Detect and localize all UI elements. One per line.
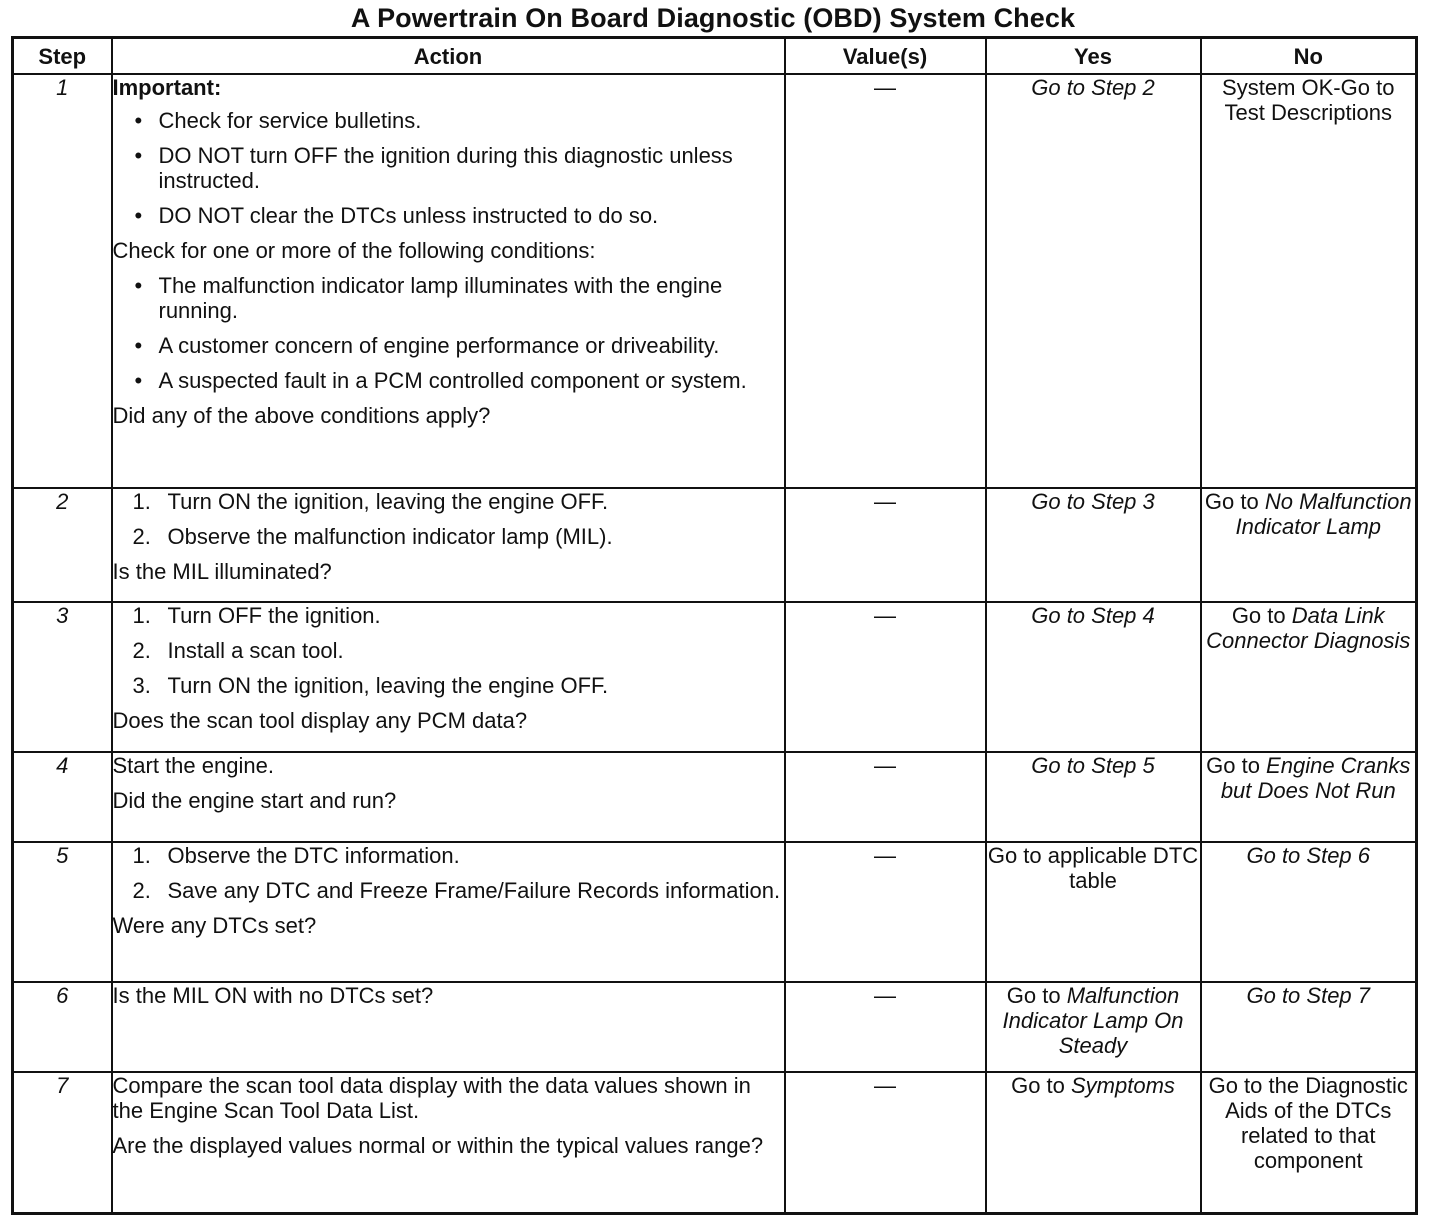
step-number: 7 [13, 1072, 112, 1213]
value-cell: — [785, 488, 986, 602]
question-text: Were any DTCs set? [112, 913, 317, 938]
table-row [13, 602, 1417, 752]
yes-cell: Go to Step 4 [986, 602, 1201, 752]
no-cell [1201, 488, 1417, 602]
item-number: 1. [132, 843, 151, 868]
header-yes: Yes [986, 38, 1201, 75]
step-number: 4 [13, 752, 112, 842]
no-cell: System OK-Go to Test Descriptions [1201, 74, 1417, 488]
document [11, 0, 1415, 1215]
item-text: Install a scan tool. [167, 638, 344, 663]
item-text: Turn ON the ignition, leaving the engine OFF. [167, 673, 609, 698]
value-cell: — [785, 602, 986, 752]
header-no: No [1201, 38, 1417, 75]
bullet-item: • A customer concern of engine performance or driveability. [113, 333, 784, 358]
no-prefix: Go to [1204, 489, 1265, 514]
no-cell [1201, 602, 1417, 752]
question-text: Is the MIL ON with no DTCs set? [112, 983, 434, 1008]
no-cell [1201, 752, 1417, 842]
question-text: Does the scan tool display any PCM data? [112, 708, 528, 733]
action-text: Start the engine. [112, 753, 274, 778]
numbered-item [113, 638, 784, 663]
numbered-item [113, 489, 784, 514]
item-number: 3. [132, 673, 151, 698]
bullet-item: • The malfunction indicator lamp illuminates with the engine running. [113, 273, 784, 323]
no-reference: Data Link Connector Diagnosis [1206, 603, 1411, 653]
yes-reference: Malfunction Indicator Lamp On Steady [1002, 983, 1184, 1058]
document-title: A Powertrain On Board Diagnostic (OBD) System Check [350, 3, 1076, 33]
item-number: 1. [132, 603, 151, 628]
numbered-item [113, 673, 784, 698]
value-cell: — [785, 842, 986, 982]
item-text: Save any DTC and Freeze Frame/Failure Records information. [167, 878, 781, 903]
question-text: Did the engine start and run? [112, 788, 397, 813]
check-intro: Check for one or more of the following conditions: [112, 238, 596, 263]
yes-prefix: Go to [1006, 983, 1067, 1008]
action-cell [112, 982, 785, 1072]
no-cell: Go to Step 6 [1201, 842, 1417, 982]
item-number: 2. [132, 638, 151, 663]
yes-cell [986, 1072, 1201, 1213]
table-row [13, 982, 1417, 1072]
no-cell: Go to the Diagnostic Aids of the DTCs related to that component [1201, 1072, 1417, 1213]
numbered-item [113, 878, 784, 903]
yes-cell: Go to applicable DTC table [986, 842, 1201, 982]
no-reference: Engine Cranks but Does Not Run [1220, 753, 1411, 803]
yes-reference: Symptoms [1071, 1073, 1175, 1098]
step-number: 5 [13, 842, 112, 982]
table-row [13, 1072, 1417, 1213]
action-cell [112, 74, 785, 488]
action-cell [112, 842, 785, 982]
numbered-item [113, 843, 784, 868]
question-text: Are the displayed values normal or within the typical values range? [112, 1133, 764, 1158]
value-cell: — [785, 1072, 986, 1213]
no-prefix: Go to [1206, 753, 1267, 778]
header-step: Step [13, 38, 112, 75]
bullet-item: • DO NOT turn OFF the ignition during this diagnostic unless instructed. [113, 143, 784, 193]
item-text: Observe the malfunction indicator lamp (MIL). [167, 524, 613, 549]
yes-cell: Go to Step 3 [986, 488, 1201, 602]
table-row [13, 488, 1417, 602]
numbered-item [113, 524, 784, 549]
header-values: Value(s) [785, 38, 986, 75]
table-row [13, 74, 1417, 488]
numbered-item [113, 603, 784, 628]
item-number: 1. [132, 489, 151, 514]
question-text: Did any of the above conditions apply? [112, 403, 491, 428]
value-cell: — [785, 74, 986, 488]
table-row [13, 842, 1417, 982]
step-number: 1 [13, 74, 112, 488]
bullet-item: • A suspected fault in a PCM controlled component or system. [113, 368, 784, 393]
no-reference: No Malfunction Indicator Lamp [1235, 489, 1412, 539]
item-text: Turn OFF the ignition. [167, 603, 381, 628]
yes-prefix: Go to [1011, 1073, 1071, 1098]
step-number: 3 [13, 602, 112, 752]
bullet-item: • Check for service bulletins. [113, 108, 784, 133]
action-text: Compare the scan tool data display with the data values shown in the Engine Scan Tool Data List. [112, 1073, 751, 1123]
step-number: 2 [13, 488, 112, 602]
item-number: 2. [132, 524, 151, 549]
table-header-row [13, 38, 1417, 75]
yes-cell: Go to Step 5 [986, 752, 1201, 842]
header-action: Action [112, 38, 785, 75]
item-text: Observe the DTC information. [167, 843, 460, 868]
action-cell [112, 488, 785, 602]
yes-cell: Go to Step 2 [986, 74, 1201, 488]
action-cell [112, 1072, 785, 1213]
no-prefix: Go to [1231, 603, 1292, 628]
action-cell [112, 752, 785, 842]
item-number: 2. [132, 878, 151, 903]
important-label: Important: [112, 75, 222, 100]
bullet-item: • DO NOT clear the DTCs unless instructed to do so. [113, 203, 784, 228]
table-row [13, 752, 1417, 842]
value-cell: — [785, 752, 986, 842]
yes-cell [986, 982, 1201, 1072]
no-cell: Go to Step 7 [1201, 982, 1417, 1072]
question-text: Is the MIL illuminated? [112, 559, 332, 584]
value-cell: — [785, 982, 986, 1072]
action-cell [112, 602, 785, 752]
item-text: Turn ON the ignition, leaving the engine OFF. [167, 489, 609, 514]
step-number: 6 [13, 982, 112, 1072]
diagnostic-table [11, 36, 1418, 1215]
